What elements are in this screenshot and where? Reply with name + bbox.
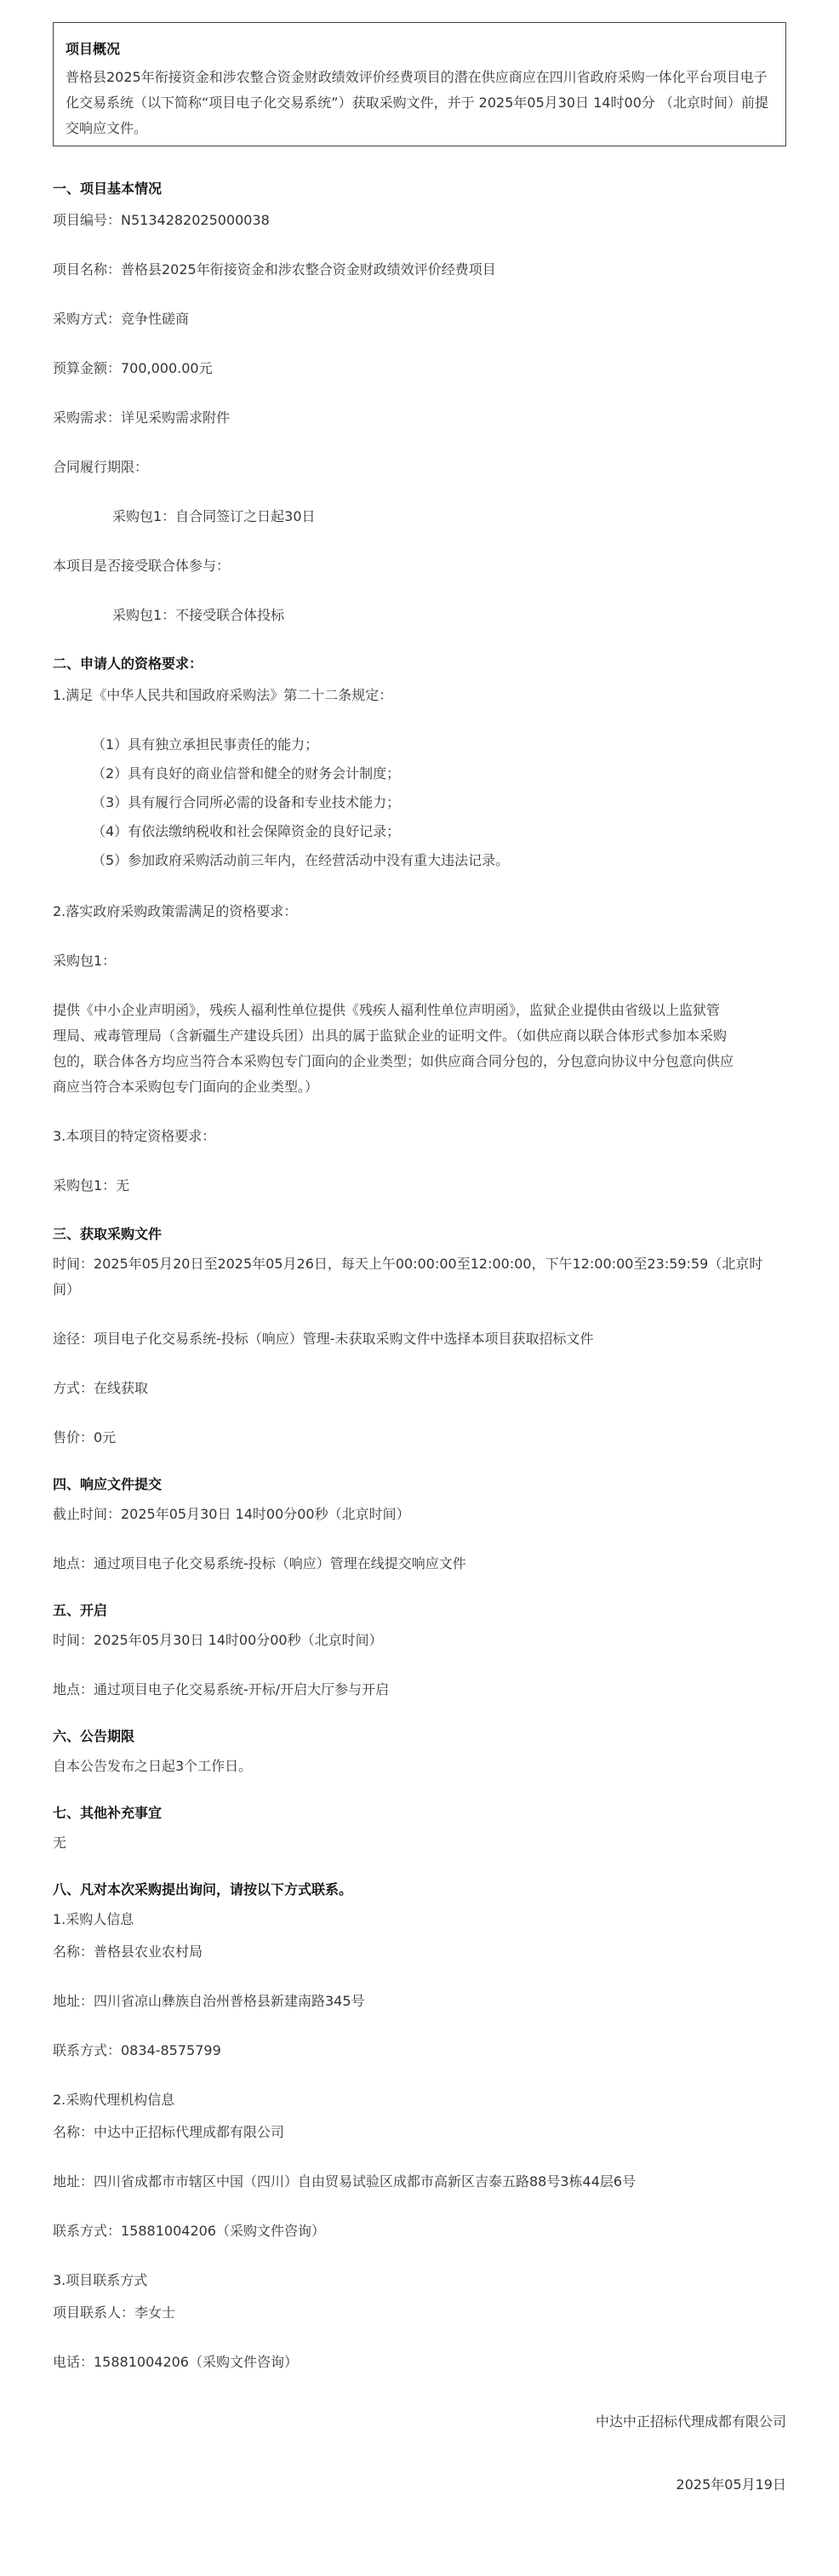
buyer-phone: 联系方式：0834-8575799 — [53, 2042, 221, 2058]
special-package: 采购包1：无 — [53, 1177, 130, 1194]
list-item: （3）具有履行合同所必需的设备和专业技术能力； — [92, 794, 401, 810]
consortium-label: 本项目是否接受联合体参与： — [53, 558, 231, 574]
buyer-address: 地址：四川省凉山彝族自治州普格县新建南路345号 — [53, 1993, 365, 2009]
qualification-list — [53, 730, 786, 875]
list-item: （1）具有独立承担民事责任的能力； — [92, 736, 319, 753]
section-title: 五、开启 — [53, 1602, 108, 1618]
overview-title: 项目概况 — [66, 41, 121, 57]
policy-line: 理局、戒毒管理局（含新疆生产建设兵团）出具的属于监狱企业的证明文件。（如供应商以联合体形式参加本采购 — [53, 1028, 728, 1044]
agent-phone: 联系方式：15881004206（采购文件咨询） — [53, 2223, 325, 2239]
agent-name: 名称：中达中正招标代理成都有限公司 — [53, 2124, 285, 2140]
project-overview-box — [53, 22, 786, 146]
section-title: 四、响应文件提交 — [53, 1476, 163, 1492]
project-name: 项目名称：普格县2025年衔接资金和涉农整合资金财政绩效评价经费项目 — [53, 261, 496, 278]
section-contact — [53, 1878, 786, 2375]
obtain-time-cont: 间） — [53, 1281, 81, 1297]
law-requirement: 1.满足《中华人民共和国政府采购法》第二十二条规定： — [53, 687, 393, 703]
agent-info-title: 2.采购代理机构信息 — [53, 2092, 175, 2108]
buyer-name: 名称：普格县农业农村局 — [53, 1943, 203, 1960]
overview-text: 普格县2025年衔接资金和涉农整合资金财政绩效评价经费项目的潜在供应商应在四川省政府采购一体化平台项目电子化交易系统（以下简称“项目电子化交易系统”）获取采购文件，并于 2025年05月30日 14时00分 （北京时间）前提交响应文件。 — [66, 69, 768, 136]
document-price: 售价：0元 — [53, 1429, 117, 1445]
consortium-package: 采购包1：不接受联合体投标 — [112, 607, 285, 623]
obtain-way: 途径：项目电子化交易系统-投标（响应）管理-未获取采购文件中选择本项目获取招标文件 — [53, 1331, 594, 1347]
contract-period-package: 采购包1：自合同签订之日起30日 — [112, 508, 316, 524]
policy-text — [53, 998, 786, 1100]
list-item: （4）有依法缴纳税收和社会保障资金的良好记录； — [92, 823, 401, 839]
section-title: 七、其他补充事宜 — [53, 1805, 163, 1821]
obtain-mode: 方式：在线获取 — [53, 1380, 149, 1396]
procurement-method: 采购方式：竞争性磋商 — [53, 311, 190, 327]
list-item: （2）具有良好的商业信誉和健全的财务会计制度； — [92, 765, 401, 781]
issuing-organization: 中达中正招标代理成都有限公司 — [595, 2413, 786, 2430]
obtain-time: 时间：2025年05月20日至2025年05月26日，每天上午00:00:00至12:00:00，下午12:00:00至23:59:59（北京时 — [53, 1256, 763, 1272]
section-obtain-documents — [53, 1222, 786, 1451]
announcement-period-text: 自本公告发布之日起3个工作日。 — [53, 1758, 253, 1774]
project-contact-person: 项目联系人：李女士 — [53, 2304, 176, 2321]
project-code: 项目编号：N5134282025000038 — [53, 212, 270, 228]
list-item: （5）参加政府采购活动前三年内，在经营活动中没有重大违法记录。 — [92, 852, 510, 868]
procurement-demand: 采购需求：详见采购需求附件 — [53, 409, 231, 426]
agent-address: 地址：四川省成都市市辖区中国（四川）自由贸易试验区成都市高新区吉泰五路88号3栋44层6号 — [53, 2173, 636, 2190]
section-qualification — [53, 652, 786, 1199]
submission-deadline: 截止时间：2025年05月30日 14时00分00秒（北京时间） — [53, 1506, 410, 1522]
issue-date: 2025年05月19日 — [676, 2476, 786, 2493]
submission-place: 地点：通过项目电子化交易系统-投标（响应）管理在线提交响应文件 — [53, 1555, 466, 1571]
section-title: 一、项目基本情况 — [53, 180, 163, 197]
section-title: 八、凡对本次采购提出询问，请按以下方式联系。 — [53, 1881, 353, 1898]
other-matters-text: 无 — [53, 1835, 67, 1851]
project-contact-title: 3.项目联系方式 — [53, 2272, 148, 2288]
section-submission — [53, 1473, 786, 1577]
section-announcement-period — [53, 1725, 786, 1779]
policy-requirement: 2.落实政府采购政策需满足的资格要求： — [53, 903, 298, 919]
section-opening — [53, 1599, 786, 1703]
section-title: 二、申请人的资格要求： — [53, 655, 203, 672]
section-title: 三、获取采购文件 — [53, 1226, 163, 1242]
budget-amount: 预算金额：700,000.00元 — [53, 360, 213, 376]
project-contact-phone: 电话：15881004206（采购文件咨询） — [53, 2354, 298, 2370]
policy-line: 包的，联合体各方均应当符合本采购包专门面向的企业类型；如供应商合同分包的，分包意向协议中分包意向供应 — [53, 1053, 734, 1069]
policy-line: 提供《中小企业声明函》，残疾人福利性单位提供《残疾人福利性单位声明函》，监狱企业提供由省级以上监狱管 — [53, 1002, 721, 1018]
opening-place: 地点：通过项目电子化交易系统-开标/开启大厅参与开启 — [53, 1681, 390, 1697]
special-requirement: 3.本项目的特定资格要求： — [53, 1128, 216, 1144]
contract-period-label: 合同履行期限： — [53, 459, 149, 475]
opening-time: 时间：2025年05月30日 14时00分00秒（北京时间） — [53, 1632, 383, 1648]
policy-line: 商应当符合本采购包专门面向的企业类型。） — [53, 1079, 319, 1095]
section-basic-info — [53, 177, 786, 628]
policy-package: 采购包1： — [53, 953, 117, 969]
buyer-info-title: 1.采购人信息 — [53, 1911, 134, 1927]
announcement-footer — [53, 2409, 786, 2498]
section-other-matters — [53, 1801, 786, 1856]
section-title: 六、公告期限 — [53, 1728, 135, 1744]
